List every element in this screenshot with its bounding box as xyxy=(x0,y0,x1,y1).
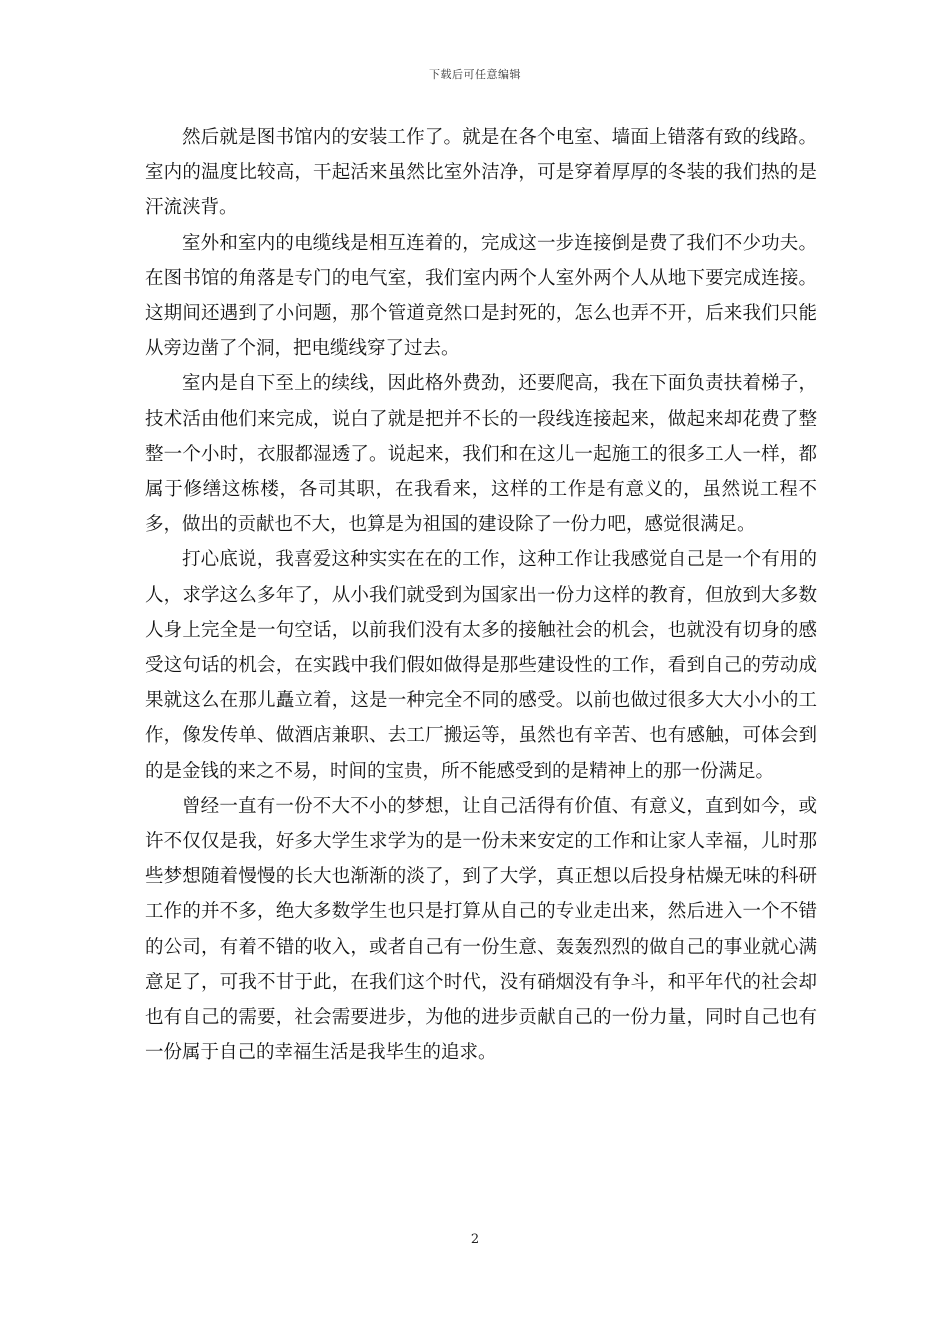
page-header: 下载后可任意编辑 xyxy=(429,68,521,81)
page-number: 2 xyxy=(470,1232,480,1247)
paragraph-2: 室外和室内的电缆线是相互连着的，完成这一步连接倒是费了我们不少功夫。在图书馆的角落是专门的电气室，我们室内两个人室外两个人从地下要完成连接。这期间还遇到了小问题，那个管道竟然口是封死的，怎么也弄不开，后来我们只能从旁边凿了个洞，把电缆线穿了过去。 xyxy=(145,232,817,360)
paragraph-4: 打心底说，我喜爱这种实实在在的工作，这种工作让我感觉自己是一个有用的人，求学这么多年了，从小我们就受到为国家出一份力这样的教育，但放到大多数人身上完全是一句空话，以前我们没有太多的接触社会的机会，也就没有切身的感受这句话的机会，在实践中我们假如做得是那些建设性的工作，看到自己的劳动成果就这么在那儿矗立着，这是一种完全不同的感受。以前也做过很多大大小小的工作，像发传单、做酒店兼职、去工厂搬运等，虽然也有辛苦、也有感触，可体会到的是金钱的来之不易，时间的宝贵，所不能感受到的是精神上的那一份满足。 xyxy=(145,549,817,782)
document-body xyxy=(145,120,817,1070)
paragraph-5: 曾经一直有一份不大不小的梦想，让自己活得有价值、有意义，直到如今，或许不仅仅是我，好多大学生求学为的是一份未来安定的工作和让家人幸福，儿时那些梦想随着慢慢的长大也渐渐的淡了，到了大学，真正想以后投身枯燥无味的科研工作的并不多，绝大多数学生也只是打算从自己的专业走出来，然后进入一个不错的公司，有着不错的收入，或者自己有一份生意、轰轰烈烈的做自己的事业就心满意足了，可我不甘于此，在我们这个时代，没有硝烟没有争斗，和平年代的社会却也有自己的需要，社会需要进步，为他的进步贡献自己的一份力量，同时自己也有一份属于自己的幸福生活是我毕生的追求。 xyxy=(145,795,817,1064)
paragraph-3: 室内是自下至上的续线，因此格外费劲，还要爬高，我在下面负责扶着梯子，技术活由他们来完成，说白了就是把并不长的一段线连接起来，做起来却花费了整整一个小时，衣服都湿透了。说起来，我们和在这儿一起施工的很多工人一样，都属于修缮这栋楼，各司其职，在我看来，这样的工作是有意义的，虽然说工程不多，做出的贡献也不大，也算是为祖国的建设除了一份力吧，感觉很满足。 xyxy=(145,373,817,536)
paragraph-1: 然后就是图书馆内的安装工作了。就是在各个电室、墙面上错落有致的线路。室内的温度比较高，干起活来虽然比室外洁净，可是穿着厚厚的冬装的我们热的是汗流浃背。 xyxy=(145,127,817,219)
